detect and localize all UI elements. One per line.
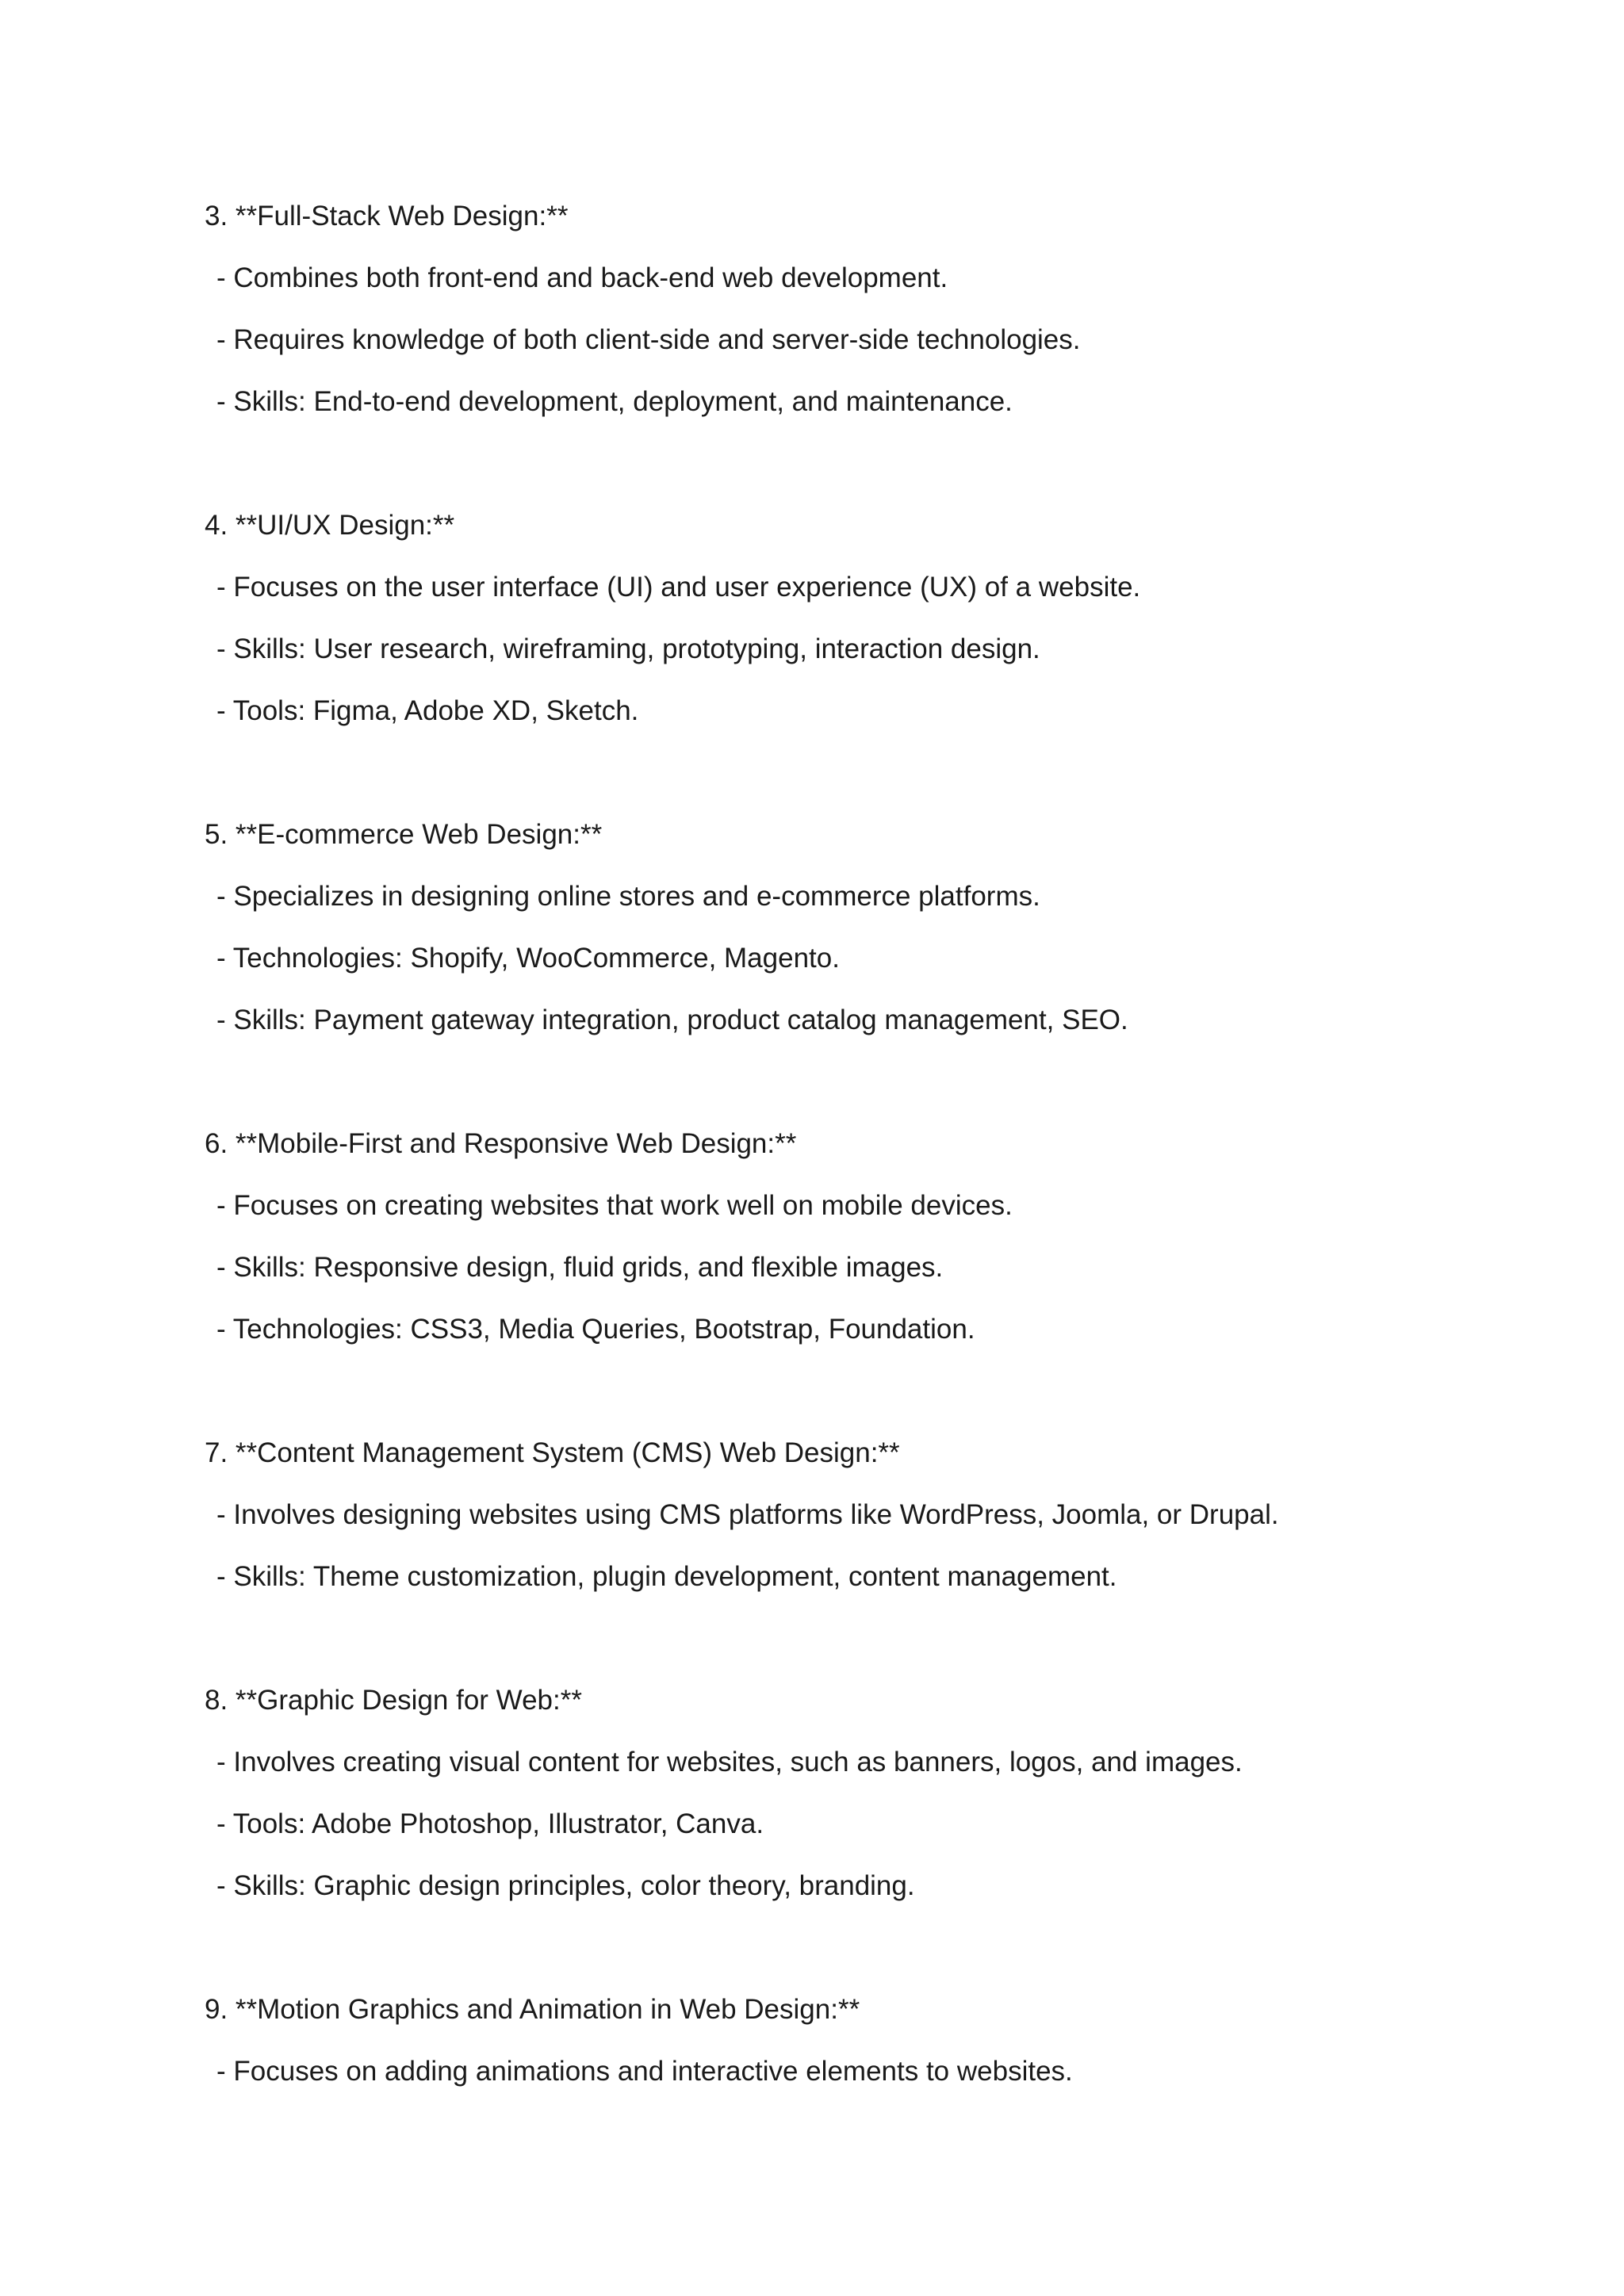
section-heading: 7. **Content Management System (CMS) Web Design:** — [205, 1437, 900, 1468]
blank-line — [205, 1616, 1505, 1678]
list-item: - Skills: User research, wireframing, prototyping, interaction design. — [216, 633, 1040, 664]
blank-line — [205, 750, 1505, 812]
blank-line — [205, 1059, 1505, 1121]
document-body — [205, 193, 1505, 2110]
section-heading: 3. **Full-Stack Web Design:** — [205, 201, 569, 232]
list-item: - Requires knowledge of both client-side and server-side technologies. — [216, 324, 1081, 355]
section-heading: 6. **Mobile-First and Responsive Web Design:** — [205, 1128, 797, 1159]
list-item: - Skills: End-to-end development, deployment, and maintenance. — [216, 386, 1013, 417]
list-item: - Combines both front-end and back-end web development. — [216, 262, 948, 293]
list-item: - Focuses on creating websites that work well on mobile devices. — [216, 1190, 1013, 1221]
section-heading: 5. **E-commerce Web Design:** — [205, 819, 603, 850]
section-heading: 9. **Motion Graphics and Animation in Web Design:** — [205, 1994, 860, 2025]
list-item: - Technologies: Shopify, WooCommerce, Magento. — [216, 943, 840, 974]
section-heading: 4. **UI/UX Design:** — [205, 510, 455, 541]
blank-line — [205, 441, 1505, 503]
list-item: - Tools: Adobe Photoshop, Illustrator, Canva. — [216, 1808, 764, 1839]
list-item: - Skills: Graphic design principles, color theory, branding. — [216, 1870, 915, 1901]
list-item: - Skills: Theme customization, plugin development, content management. — [216, 1561, 1117, 1592]
list-item: - Specializes in designing online stores and e-commerce platforms. — [216, 881, 1040, 912]
section-heading: 8. **Graphic Design for Web:** — [205, 1685, 582, 1716]
list-item: - Focuses on adding animations and interactive elements to websites. — [216, 2056, 1073, 2087]
list-item: - Technologies: CSS3, Media Queries, Bootstrap, Foundation. — [216, 1314, 975, 1345]
list-item: - Skills: Responsive design, fluid grids, and flexible images. — [216, 1252, 944, 1283]
list-item: - Skills: Payment gateway integration, product catalog management, SEO. — [216, 1004, 1128, 1035]
list-item: - Tools: Figma, Adobe XD, Sketch. — [216, 695, 639, 726]
list-item: - Focuses on the user interface (UI) and user experience (UX) of a website. — [216, 572, 1141, 603]
list-item: - Involves designing websites using CMS platforms like WordPress, Joomla, or Drupal. — [216, 1499, 1279, 1530]
list-item: - Involves creating visual content for websites, such as banners, logos, and images. — [216, 1747, 1243, 1777]
blank-line — [205, 1925, 1505, 1987]
blank-line — [205, 1368, 1505, 1430]
